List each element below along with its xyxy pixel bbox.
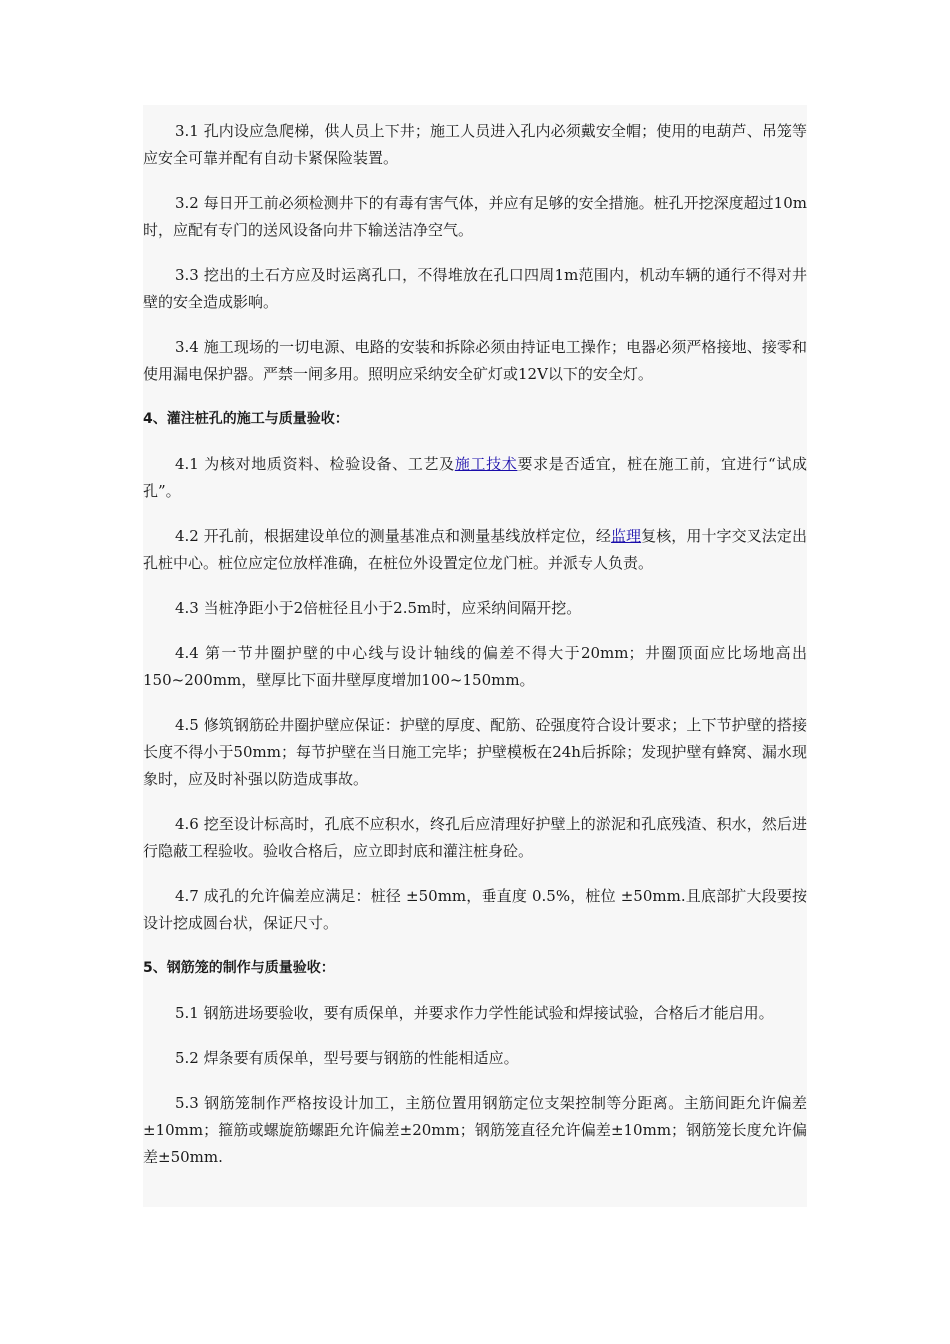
paragraph-4-4: 4.4 第一节井圈护壁的中心线与设计轴线的偏差不得大于20mm；井圈顶面应比场地高出150~200mm，壁厚比下面井壁厚度增加100~150mm。 [143, 644, 807, 689]
paragraph-3-4: 3.4 施工现场的一切电源、电路的安装和拆除必须由持证电工操作；电器必须严格接地、接零和使用漏电保护器。严禁一闸多用。照明应采纳安全矿灯或12V以下的安全灯。 [143, 338, 807, 383]
paragraph-4-1 [143, 451, 807, 505]
paragraph-3-2: 3.2 每日开工前必须检测井下的有毒有害气体，并应有足够的安全措施。桩孔开挖深度超过10m时，应配有专门的送风设备向井下输送洁净空气。 [143, 194, 807, 239]
paragraph-3-3: 3.3 挖出的土石方应及时运离孔口，不得堆放在孔口四周1m范围内，机动车辆的通行不得对井壁的安全造成影响。 [143, 266, 807, 311]
link-supervision[interactable]: 监理 [610, 527, 642, 545]
section-heading-5: 5、钢筋笼的制作与质量验收： [143, 960, 335, 976]
paragraph-4-2-text-before: 4.2 开孔前，根据建设单位的测量基准点和测量基线放样定位，经 [175, 527, 611, 545]
paragraph-5-3: 5.3 钢筋笼制作严格按设计加工，主筋位置用钢筋定位支架控制等分距离。主筋间距允许偏差±10mm；箍筋或螺旋筋螺距允许偏差±20mm；钢筋笼直径允许偏差±10mm；钢筋笼长度允许偏差±50mm. [143, 1094, 807, 1166]
paragraph-4-5: 4.5 修筑钢筋砼井圈护壁应保证：护壁的厚度、配筋、砼强度符合设计要求；上下节护壁的搭接长度不得小于50mm；每节护壁在当日施工完毕；护壁模板在24h后拆除；发现护壁有蜂窝、漏水现象时，应及时补强以防造成事故。 [143, 716, 807, 788]
paragraph-4-6: 4.6 挖至设计标高时，孔底不应积水，终孔后应清理好护壁上的淤泥和孔底残渣、积水，然后进行隐蔽工程验收。验收合格后，应立即封底和灌注桩身砼。 [143, 815, 807, 860]
paragraph-4-3: 4.3 当桩净距小于2倍桩径且小于2.5m时，应采纳间隔开挖。 [175, 599, 582, 617]
paragraph-4-1-text-before: 4.1 为核对地质资料、检验设备、工艺及 [175, 455, 455, 473]
paragraph-4-2-text-after: 复核，用十字交叉法定出孔桩中心。桩位应定位放样准确，在桩位外设置定位龙门桩。并派专人负责。 [143, 527, 807, 572]
paragraph-4-7: 4.7 成孔的允许偏差应满足：桩径 ±50mm，垂直度 0.5%，桩位 ±50mm.且底部扩大段要按设计挖成圆台状，保证尺寸。 [143, 887, 807, 932]
document-body [143, 118, 807, 1171]
paragraph-5-1: 5.1 钢筋进场要验收，要有质保单，并要求作力学性能试验和焊接试验，合格后才能启用。 [175, 1004, 774, 1022]
link-construction-technology[interactable]: 施工技术 [454, 455, 518, 473]
paragraph-4-1-text-after: 要求是否适宜，桩在施工前，宜进行“试成孔”。 [143, 455, 807, 500]
paragraph-5-2: 5.2 焊条要有质保单，型号要与钢筋的性能相适应。 [175, 1049, 519, 1067]
paragraph-3-1: 3.1 孔内设应急爬梯，供人员上下井；施工人员进入孔内必须戴安全帽；使用的电葫芦、吊笼等应安全可靠并配有自动卡紧保险装置。 [143, 122, 807, 167]
section-heading-4: 4、灌注桩孔的施工与质量验收： [143, 411, 349, 427]
paragraph-4-2 [143, 523, 807, 577]
